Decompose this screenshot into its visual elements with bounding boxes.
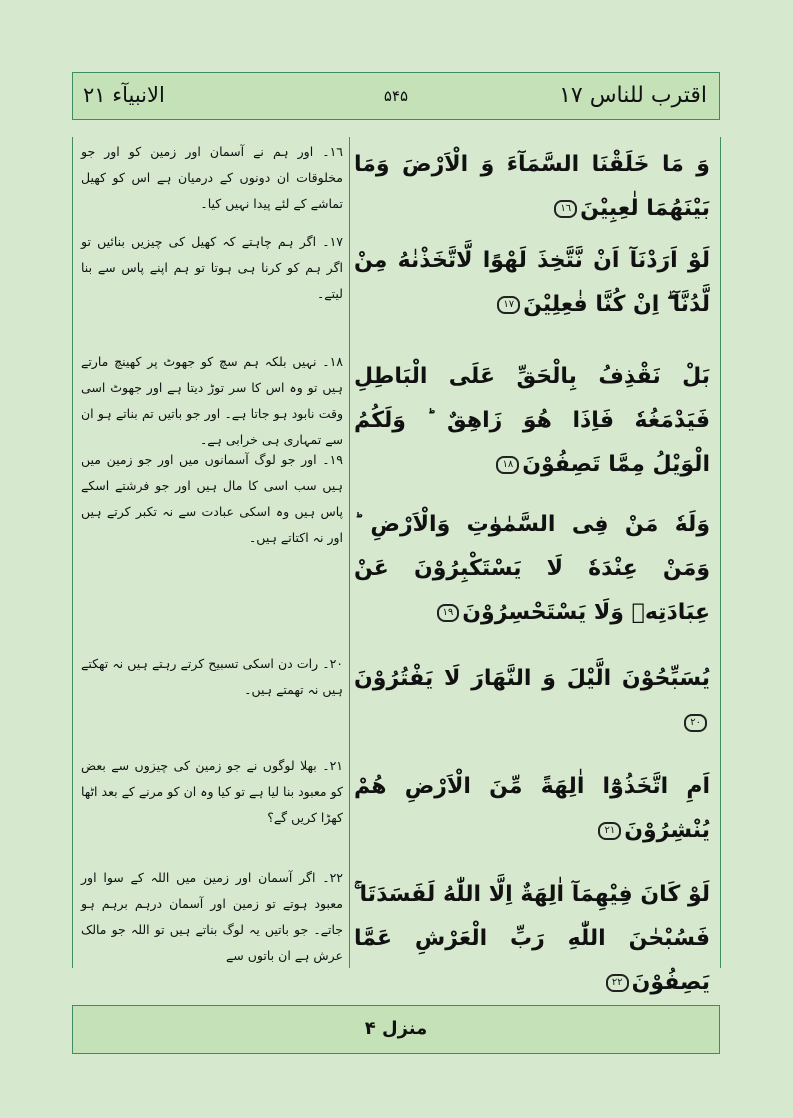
right-border [720, 137, 721, 968]
ayah-number-marker: ١٦ [554, 200, 577, 218]
page-number: ۵۴۵ [383, 87, 409, 105]
page-header [72, 72, 720, 120]
arabic-text: وَلَهٗ مَنْ فِى السَّمٰوٰتِ وَالْاَرْضِ ؕ وَمَنْ عِنْدَهٗ لَا يَسْتَكْبِرُوْنَ عَنْ عِبَادَتِهٖ وَلَا يَسْتَحْسِرُوْنَ [354, 512, 710, 625]
page-footer [72, 1005, 720, 1054]
urdu-translation: ٢٠۔ رات دن اسکی تسبیح کرتے رہتے ہیں نہ تھکتے ہیں نہ تھمتے ہیں۔ [81, 656, 343, 697]
arabic-verse [354, 355, 710, 487]
verses-content [73, 137, 720, 995]
arabic-text: يُسَبِّحُوْنَ الَّيْلَ وَ النَّهَارَ لَا يَفْتُرُوْنَ [354, 666, 710, 691]
arabic-text: بَلْ نَقْذِفُ بِالْحَقِّ عَلَى الْبَاطِلِ فَيَدْمَغُهٗ فَاِذَا هُوَ زَاهِقٌ ؕ وَلَكُمُ الْوَيْلُ مِمَّا تَصِفُوْنَ [354, 364, 710, 477]
arabic-verse [354, 765, 710, 853]
arabic-text: اَمِ اتَّخَذُوْٓا اٰلِهَةً مِّنَ الْاَرْضِ هُمْ يُنْشِرُوْنَ [354, 774, 710, 843]
urdu-translation: ١٧۔ اگر ہم چاہتے کہ کھیل کی چیزیں بنائیں تو اگر ہم کو کرنا ہی ہوتا تو ہم اپنے پاس سے بنا لیتے۔ [81, 234, 343, 301]
juz-title: اقترب للناس ١٧ [559, 83, 707, 108]
urdu-translation: ٢٢۔ اگر آسمان اور زمین میں اللہ کے سوا اور معبود ہوتے تو زمین اور آسمان درہم برہم ہو جاتے۔ جو باتیں یہ لوگ بناتے ہیں تو اللہ جو مالک عرش ہے ان باتوں سے [81, 870, 343, 963]
ayah-number-marker: ٢١ [598, 822, 621, 840]
urdu-translation: ١٨۔ نہیں بلکہ ہم سچ کو جھوٹ پر کھینچ مارتے ہیں تو وہ اس کا سر توڑ دیتا ہے اور جھوٹ اسی وقت نابود ہو جاتا ہے۔ اور جو باتیں تم بناتے ہو ان سے تمہاری ہی خرابی ہے۔ [81, 354, 343, 447]
arabic-text: لَوْ كَانَ فِيْهِمَآ اٰلِهَةٌ اِلَّا اللّٰهُ لَفَسَدَتَا ۚ فَسُبْحٰنَ اللّٰهِ رَبِّ الْعَرْشِ عَمَّا يَصِفُوْنَ [354, 882, 710, 995]
ayah-number-marker: ١٧ [497, 296, 520, 314]
arabic-verse [354, 657, 710, 745]
urdu-translation: ١٦۔ اور ہم نے آسمان اور زمین کو اور جو مخلوقات ان دونوں کے درمیان ہے اس کو کھیل تماشے کے لئے پیدا نہیں کیا۔ [81, 144, 343, 211]
urdu-translation: ٢١۔ بھلا لوگوں نے جو زمین کی چیزوں سے بعض کو معبود بنا لیا ہے تو کیا وہ ان کو مرنے کے بعد اٹھا کھڑا کریں گے؟ [81, 758, 343, 825]
arabic-verse [354, 143, 710, 231]
ayah-number-marker: ٢٠ [684, 714, 707, 732]
ayah-number-marker: ١٨ [496, 456, 519, 474]
arabic-verse [354, 873, 710, 1005]
arabic-verse [354, 503, 710, 635]
ayah-number-marker: ١٩ [437, 604, 460, 622]
surah-title: الانبیآء ٢١ [83, 83, 165, 107]
arabic-text: لَوْ اَرَدْنَآ اَنْ نَّتَّخِذَ لَهْوًا لَّاتَّخَذْنٰهُ مِنْ لَّدُنَّآ ۖ اِنْ كُنَّا فٰعِلِيْنَ [354, 248, 710, 317]
urdu-translation: ١٩۔ اور جو لوگ آسمانوں میں اور جو زمین میں ہیں سب اسی کا مال ہیں اور جو فرشتے اسکے پاس ہیں وہ اسکی عبادت سے نہ تکبر کرتے ہیں اور نہ اکتاتے ہیں۔ [81, 452, 343, 545]
arabic-text: وَ مَا خَلَقْنَا السَّمَآءَ وَ الْاَرْضَ وَمَا بَيْنَهُمَا لٰعِبِيْنَ [354, 152, 710, 221]
manzil-label: منزل ۴ [364, 1018, 428, 1039]
arabic-verse [354, 239, 710, 327]
ayah-number-marker: ٢٢ [606, 974, 629, 992]
